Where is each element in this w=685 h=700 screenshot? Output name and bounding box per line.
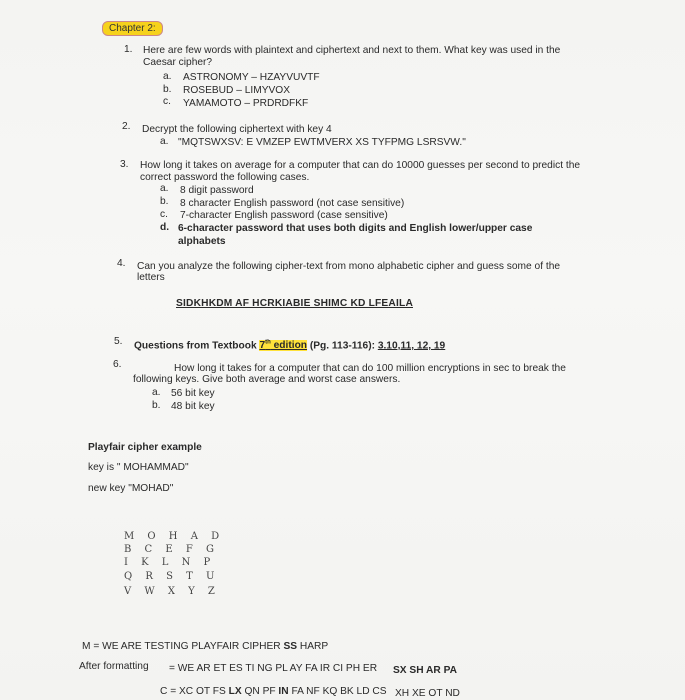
chapter-tag: Chapter 2: — [102, 21, 163, 36]
q1-text-line2: Caesar cipher? — [143, 57, 213, 68]
cipher-bold-2: IN — [275, 686, 289, 697]
q5-prefix: Questions from Textbook — [134, 340, 260, 352]
q4-number: 4. — [117, 258, 126, 269]
q1-item-c-text: YAMAMOTO – PRDRDFKF — [183, 98, 309, 109]
q5-number: 5. — [114, 336, 123, 347]
q6-item-b-label: b. — [152, 400, 161, 411]
q4-ciphertext: SIDKHKDM AF HCRKIABIE SHIMC KD LFEAILA — [176, 298, 413, 309]
q3-number: 3. — [120, 159, 129, 170]
q5-pages: (Pg. 113-116): — [307, 340, 378, 352]
q6-item-b-text: 48 bit key — [171, 401, 215, 412]
q4-text-line2: letters — [137, 272, 165, 283]
cipher-prefix: C = XC OT FS — [160, 686, 226, 697]
cipher-bold-1: LX — [225, 686, 242, 697]
matrix-row-3: I K L N P — [124, 557, 216, 568]
q3-item-a-label: a. — [160, 183, 169, 194]
q1-number: 1. — [124, 44, 133, 55]
q1-item-b-text: ROSEBUD – LIMYVOX — [183, 85, 290, 96]
cipher-mid-1: QN PF — [241, 686, 276, 697]
cipher-end: XH XE OT ND — [395, 688, 460, 699]
q5-line — [134, 340, 445, 351]
q3-text-line1: How long it takes on average for a computer that can do 10000 guesses per second to predict the — [140, 160, 581, 171]
playfair-title: Playfair cipher example — [88, 442, 202, 453]
playfair-new-key-line: new key "MOHAD" — [88, 483, 174, 494]
q2-number: 2. — [122, 121, 131, 132]
q2-text: Decrypt the following ciphertext with key 4 — [142, 124, 332, 135]
playfair-ciphertext — [160, 686, 387, 697]
playfair-message-bold: SS — [280, 641, 298, 652]
q6-item-a-label: a. — [152, 387, 161, 398]
cipher-mid-2: FA NF KQ BK LD CS — [288, 686, 387, 697]
q1-item-c-label: c. — [163, 96, 171, 107]
q5-edition-word: edition — [270, 340, 308, 352]
q3-item-b-text: 8 character English password (not case sensitive) — [180, 198, 405, 209]
q1-item-b-label: b. — [163, 84, 172, 95]
q6-text-line2: following keys. Give both average and worst case answers. — [133, 374, 401, 385]
playfair-key-line: key is " MOHAMMAD" — [88, 462, 189, 473]
q5-edition-num: 7 — [259, 340, 266, 352]
q6-text-line1: How long it takes for a computer that can do 100 million encryptions in sec to break the — [174, 363, 566, 374]
matrix-row-2: B C E F G — [124, 544, 219, 555]
q2-item-label: a. — [160, 136, 169, 147]
q3-item-d-text: 6-character password that uses both digits and English lower/upper case — [178, 223, 533, 234]
q5-edition-sup: th — [265, 340, 271, 346]
q5-refs: 3.10,11, 12, 19 — [377, 340, 446, 352]
q3-item-b-label: b. — [160, 196, 169, 207]
matrix-row-5: V W X Y Z — [124, 586, 220, 597]
q1-item-a-text: ASTRONOMY – HZAYVUVTF — [183, 72, 320, 83]
playfair-after-bold: SX SH AR PA — [393, 665, 457, 676]
q3-item-c-text: 7-character English password (case sensitive) — [180, 210, 388, 221]
q3-item-d-text-line2: alphabets — [178, 236, 226, 247]
q2-item-text: "MQTSWXSV: E VMZEP EWTMVERX XS TYFPMG LSRSVW." — [178, 137, 466, 148]
q1-item-a-label: a. — [163, 71, 172, 82]
playfair-message-text: M = WE ARE TESTING PLAYFAIR CIPHER — [82, 641, 281, 652]
matrix-row-4: Q R S T U — [124, 571, 220, 582]
q6-number: 6. — [113, 359, 122, 370]
q6-item-a-text: 56 bit key — [171, 388, 215, 399]
playfair-message-end: HARP — [297, 641, 329, 652]
playfair-after-label: After formatting — [79, 661, 149, 672]
playfair-after-text: = WE AR ET ES TI NG PL AY FA IR CI PH ER — [169, 663, 378, 674]
q5-edition — [259, 340, 307, 351]
q3-text-line2: correct password the following cases. — [140, 172, 310, 183]
playfair-message — [82, 641, 328, 652]
q3-item-a-text: 8 digit password — [180, 185, 254, 196]
q3-item-c-label: c. — [160, 209, 168, 220]
q4-text-line1: Can you analyze the following cipher-text from mono alphabetic cipher and guess some of the — [137, 261, 561, 272]
q1-text-line1: Here are few words with plaintext and ciphertext and next to them. What key was used in the — [143, 45, 561, 56]
matrix-row-1: M O H A D — [124, 531, 225, 542]
q3-item-d-label: d. — [160, 222, 170, 233]
